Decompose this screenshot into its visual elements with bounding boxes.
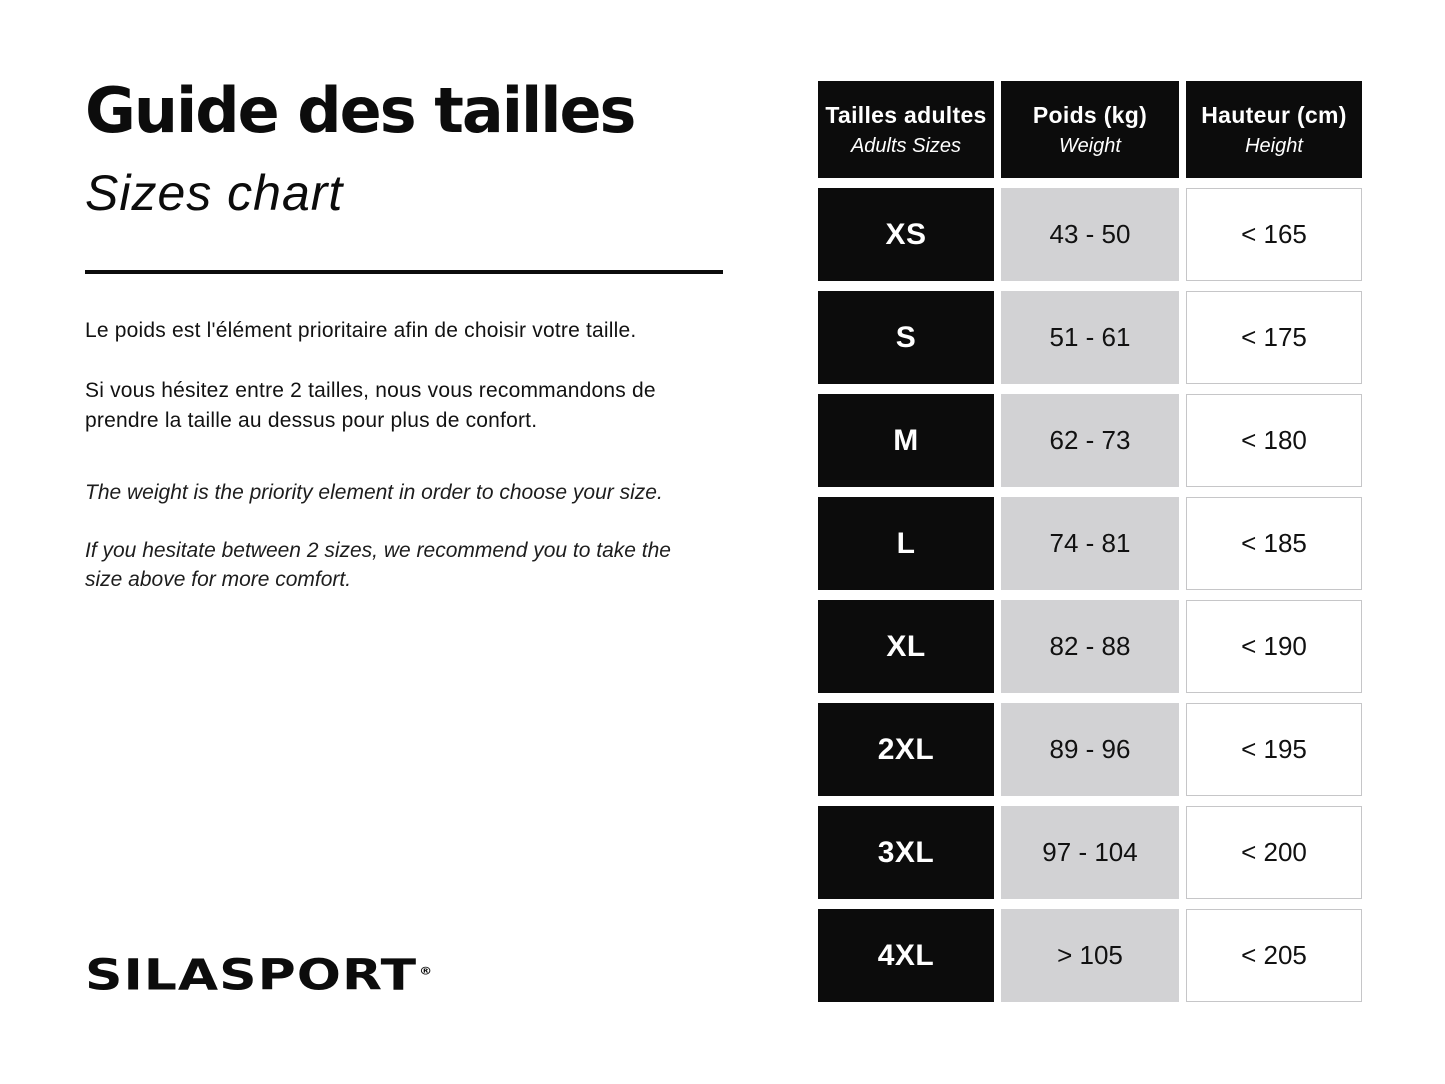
header-height-fr: Hauteur (cm)	[1201, 101, 1347, 128]
header-weight-en: Weight	[1059, 134, 1121, 157]
height-cell-s: < 175	[1186, 291, 1362, 384]
header-sizes-en: Adults Sizes	[850, 134, 962, 157]
page-title-french: Guide des tailles	[85, 74, 635, 147]
height-cell-2xl: < 195	[1186, 703, 1362, 796]
divider-line	[85, 270, 723, 274]
size-cell-m: M	[818, 394, 994, 487]
size-cell-xl: XL	[818, 600, 994, 693]
intro-french-1: Le poids est l'élément prioritaire afin de choisir votre taille.	[85, 319, 637, 342]
header-cell-height	[1186, 81, 1362, 178]
weight-cell-xl: 82 - 88	[1001, 600, 1179, 693]
size-cell-l: L	[818, 497, 994, 590]
height-cell-xl: < 190	[1186, 600, 1362, 693]
height-cell-3xl: < 200	[1186, 806, 1362, 899]
size-cell-s: S	[818, 291, 994, 384]
size-cell-4xl: 4XL	[818, 909, 994, 1002]
size-table	[818, 81, 1362, 1002]
registered-trademark-mark: ®	[419, 965, 434, 978]
height-cell-m: < 180	[1186, 394, 1362, 487]
intro-english-2: If you hesitate between 2 sizes, we recommend you to take the size above for more comfort.	[85, 539, 671, 592]
size-cell-3xl: 3XL	[818, 806, 994, 899]
page-title-english: Sizes chart	[85, 165, 344, 221]
height-cell-l: < 185	[1186, 497, 1362, 590]
header-weight-fr: Poids (kg)	[1032, 101, 1148, 128]
brand-wordmark: SILASPORT	[85, 950, 418, 1000]
header-height-en: Height	[1245, 134, 1303, 157]
weight-cell-m: 62 - 73	[1001, 394, 1179, 487]
weight-cell-4xl: > 105	[1001, 909, 1179, 1002]
size-cell-xs: XS	[818, 188, 994, 281]
silasport-logo	[85, 950, 434, 1000]
weight-cell-xs: 43 - 50	[1001, 188, 1179, 281]
header-cell-sizes	[818, 81, 994, 178]
size-cell-2xl: 2XL	[818, 703, 994, 796]
height-cell-4xl: < 205	[1186, 909, 1362, 1002]
weight-cell-2xl: 89 - 96	[1001, 703, 1179, 796]
height-cell-xs: < 165	[1186, 188, 1362, 281]
weight-cell-l: 74 - 81	[1001, 497, 1179, 590]
intro-english-1: The weight is the priority element in order to choose your size.	[85, 481, 663, 504]
weight-cell-3xl: 97 - 104	[1001, 806, 1179, 899]
intro-french-2: Si vous hésitez entre 2 tailles, nous vous recommandons de prendre la taille au dessus pour plus de confort.	[85, 379, 656, 433]
header-cell-weight	[1001, 81, 1179, 178]
weight-cell-s: 51 - 61	[1001, 291, 1179, 384]
header-sizes-fr: Tailles adultes	[825, 101, 987, 128]
